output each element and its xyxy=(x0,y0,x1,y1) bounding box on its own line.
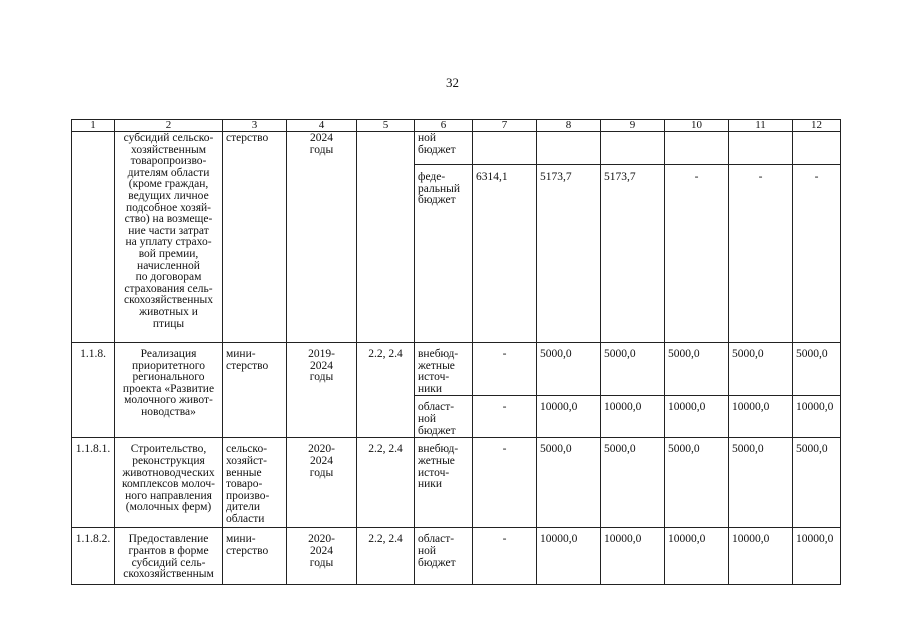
value-cell: 5000,0 xyxy=(537,343,601,396)
value-cell: 6314,1 xyxy=(473,165,537,343)
value-cell: 5173,7 xyxy=(537,165,601,343)
value-cell: 10000,0 xyxy=(537,396,601,438)
page-number: 32 xyxy=(446,75,459,90)
value-cell: 5000,0 xyxy=(729,343,793,396)
years-cell: 2019- 2024 годы xyxy=(287,343,357,438)
value-cell: - xyxy=(729,165,793,343)
value-cell: - xyxy=(473,528,537,585)
column-number: 10 xyxy=(665,120,729,132)
item-number-cell: 1.1.8.2. xyxy=(72,528,115,585)
value-cell xyxy=(601,132,665,165)
value-cell: 10000,0 xyxy=(665,396,729,438)
executor-cell: мини- стерство xyxy=(223,528,287,585)
column-number: 8 xyxy=(537,120,601,132)
value-cell: 10000,0 xyxy=(729,396,793,438)
column-number: 2 xyxy=(115,120,223,132)
value-cell xyxy=(537,132,601,165)
years-cell: 2024 годы xyxy=(287,132,357,343)
executor-cell: сельско- хозяйст- венные товаро- произво- дители области xyxy=(223,438,287,528)
value-cell: 5000,0 xyxy=(537,438,601,528)
executor-cell: стерство xyxy=(223,132,287,343)
value-cell: 10000,0 xyxy=(601,396,665,438)
item-number-cell xyxy=(72,132,115,343)
column-number: 7 xyxy=(473,120,537,132)
years-cell: 2020- 2024 годы xyxy=(287,528,357,585)
years-cell: 2020- 2024 годы xyxy=(287,438,357,528)
value-cell: 5000,0 xyxy=(601,438,665,528)
value-cell: 5000,0 xyxy=(601,343,665,396)
column-number: 6 xyxy=(415,120,473,132)
indicators-cell: 2.2, 2.4 xyxy=(357,438,415,528)
source-cell: внебюд- жетные источ- ники xyxy=(415,438,473,528)
source-cell: ной бюджет xyxy=(415,132,473,165)
value-cell: 10000,0 xyxy=(665,528,729,585)
program-table xyxy=(71,119,841,585)
source-cell: феде- ральный бюджет xyxy=(415,165,473,343)
value-cell xyxy=(793,132,841,165)
value-cell: 5000,0 xyxy=(665,438,729,528)
value-cell: 10000,0 xyxy=(793,396,841,438)
item-name-cell: Предоставление грантов в форме субсидий сель- скохозяйственным xyxy=(115,528,223,585)
value-cell xyxy=(729,132,793,165)
column-number-row xyxy=(72,120,841,132)
value-cell: 5000,0 xyxy=(665,343,729,396)
value-cell: - xyxy=(473,438,537,528)
value-cell: 10000,0 xyxy=(601,528,665,585)
value-cell: 5000,0 xyxy=(793,438,841,528)
value-cell: - xyxy=(793,165,841,343)
column-number: 12 xyxy=(793,120,841,132)
table-row xyxy=(72,438,841,528)
column-number: 3 xyxy=(223,120,287,132)
column-number: 9 xyxy=(601,120,665,132)
item-name-cell: Реализация приоритетного регионального проекта «Развитие молочного живот- новодства» xyxy=(115,343,223,438)
value-cell: 10000,0 xyxy=(729,528,793,585)
value-cell: 5173,7 xyxy=(601,165,665,343)
value-cell: 5000,0 xyxy=(729,438,793,528)
value-cell: 5000,0 xyxy=(793,343,841,396)
source-cell: внебюд- жетные источ- ники xyxy=(415,343,473,396)
value-cell: - xyxy=(473,343,537,396)
value-cell: - xyxy=(665,165,729,343)
source-cell: област- ной бюджет xyxy=(415,396,473,438)
source-cell: област- ной бюджет xyxy=(415,528,473,585)
indicators-cell: 2.2, 2.4 xyxy=(357,343,415,438)
table-row xyxy=(72,132,841,165)
value-cell xyxy=(665,132,729,165)
item-number-cell: 1.1.8.1. xyxy=(72,438,115,528)
column-number: 1 xyxy=(72,120,115,132)
indicators-cell: 2.2, 2.4 xyxy=(357,528,415,585)
indicators-cell xyxy=(357,132,415,343)
item-name-cell: субсидий сельско- хозяйственным товаропроизво- дителям области (кроме граждан, ведущих личное подсобное хозяй- ство) на возмеще- ние части затрат на уплату страхо- вой премии, начисленной по договорам страхования сель- скохозяйственных животных и птицы xyxy=(115,132,223,343)
column-number: 5 xyxy=(357,120,415,132)
table-row xyxy=(72,528,841,585)
executor-cell: мини- стерство xyxy=(223,343,287,438)
value-cell xyxy=(473,132,537,165)
column-number: 11 xyxy=(729,120,793,132)
item-number-cell: 1.1.8. xyxy=(72,343,115,438)
column-number: 4 xyxy=(287,120,357,132)
table-row xyxy=(72,343,841,396)
value-cell: 10000,0 xyxy=(793,528,841,585)
value-cell: - xyxy=(473,396,537,438)
item-name-cell: Строительство, реконструкция животноводческих комплексов молоч- ного направления (молочных ферм) xyxy=(115,438,223,528)
value-cell: 10000,0 xyxy=(537,528,601,585)
